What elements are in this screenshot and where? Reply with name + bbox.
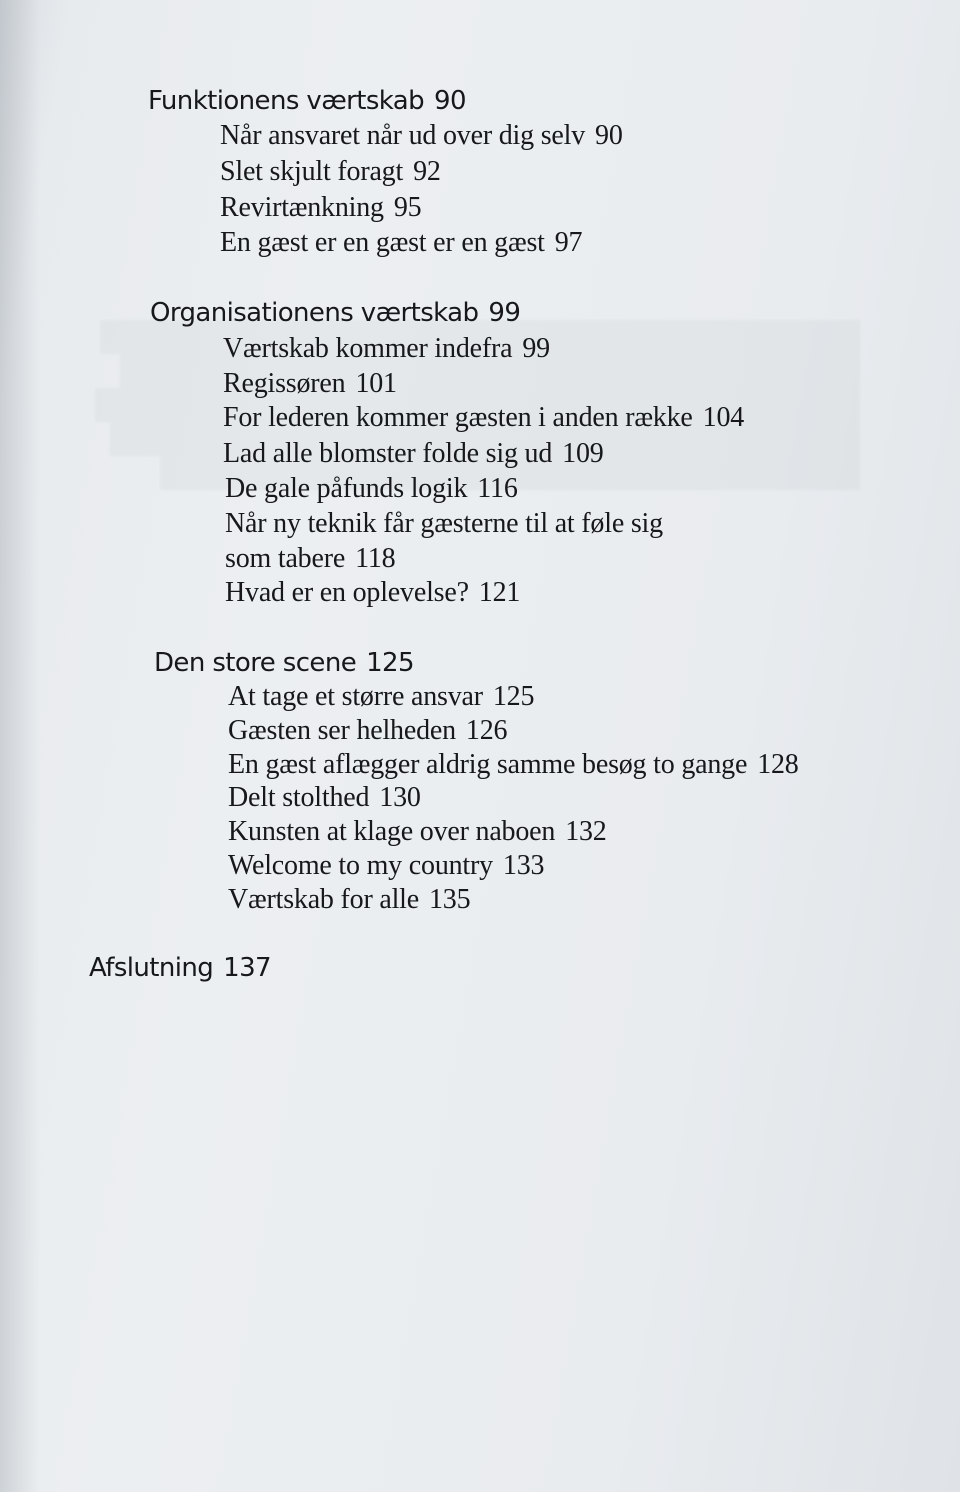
toc-entry xyxy=(223,437,604,471)
entry-page-number: 128 xyxy=(757,749,799,780)
toc-entry xyxy=(228,680,534,714)
entry-title: Welcome to my country xyxy=(228,850,493,881)
entry-title: Værtskab for alle xyxy=(228,884,419,915)
section-heading xyxy=(89,951,271,985)
entry-title: Kunsten at klage over naboen xyxy=(228,816,556,847)
entry-title: Hvad er en oplevelse? xyxy=(225,577,469,608)
section-title: Organisationens værtskab xyxy=(150,298,479,328)
toc-entry xyxy=(220,155,441,189)
toc-entry xyxy=(223,367,397,401)
section-heading xyxy=(148,84,466,118)
toc-entry xyxy=(228,748,799,782)
toc-entry xyxy=(223,401,744,435)
entry-title: Lad alle blomster folde sig ud xyxy=(223,438,553,469)
entry-page-number: 99 xyxy=(522,333,550,364)
entry-page-number: 130 xyxy=(379,782,421,813)
toc-entry xyxy=(228,781,421,815)
toc-entry xyxy=(220,226,582,260)
entry-page-number: 132 xyxy=(565,816,607,847)
toc-entry xyxy=(220,191,421,225)
entry-title: Regissøren xyxy=(223,368,346,399)
toc-entry xyxy=(225,576,520,610)
entry-page-number: 121 xyxy=(478,577,521,608)
toc-entry xyxy=(223,332,550,366)
entry-title: De gale påfunds logik xyxy=(225,473,468,504)
entry-page-number: 97 xyxy=(554,227,583,258)
entry-page-number: 92 xyxy=(413,156,441,187)
entry-title: At tage et større ansvar xyxy=(228,681,483,712)
section-page-number: 99 xyxy=(488,298,521,328)
section-page-number: 90 xyxy=(434,86,466,116)
entry-page-number: 135 xyxy=(429,884,471,915)
entry-page-number: 104 xyxy=(702,402,745,433)
toc-entry xyxy=(228,815,607,849)
entry-page-number: 109 xyxy=(562,438,604,469)
toc-entry xyxy=(228,714,507,748)
section-title: Afslutning xyxy=(89,953,214,983)
entry-title: Revirtænkning xyxy=(220,192,384,223)
toc-entry xyxy=(228,883,470,917)
entry-title: Når ansvaret når ud over dig selv xyxy=(220,120,586,151)
toc-entry xyxy=(225,507,663,541)
entry-title: Gæsten ser helheden xyxy=(228,715,456,746)
entry-page-number: 133 xyxy=(502,850,545,881)
entry-page-number: 101 xyxy=(355,368,397,399)
entry-title: Når ny teknik får gæsterne til at føle sig xyxy=(225,508,663,539)
entry-title: Delt stolthed xyxy=(228,782,370,813)
entry-title: For lederen kommer gæsten i anden række xyxy=(223,402,693,433)
entry-page-number: 116 xyxy=(477,473,518,504)
section-heading xyxy=(154,646,414,680)
entry-page-number: 118 xyxy=(355,543,396,574)
toc-entry xyxy=(220,119,623,153)
entry-title: Værtskab kommer indefra xyxy=(223,333,513,364)
entry-title: En gæst aflægger aldrig samme besøg to gange xyxy=(228,749,748,780)
toc-entry xyxy=(225,472,518,506)
section-page-number: 125 xyxy=(366,648,414,678)
entry-page-number: 125 xyxy=(492,681,535,712)
entry-page-number: 126 xyxy=(465,715,508,746)
section-heading xyxy=(150,296,520,330)
entry-title: En gæst er en gæst er en gæst xyxy=(220,227,545,258)
section-title: Funktionens værtskab xyxy=(148,86,425,116)
entry-page-number: 90 xyxy=(595,120,623,151)
entry-page-number: 95 xyxy=(393,192,422,223)
section-page-number: 137 xyxy=(223,953,271,983)
toc-entry xyxy=(225,542,395,576)
toc-entry xyxy=(228,849,544,883)
entry-title: som tabere xyxy=(225,543,346,574)
entry-title: Slet skjult foragt xyxy=(220,156,404,187)
section-title: Den store scene xyxy=(154,648,357,678)
